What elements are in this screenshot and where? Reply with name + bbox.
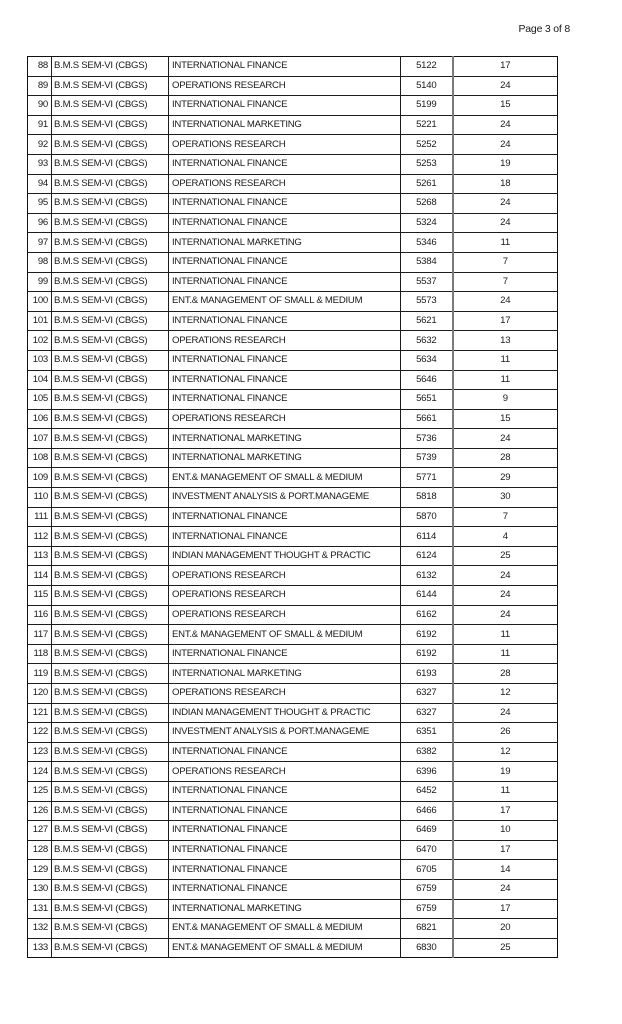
- serial-number-cell: 132: [28, 919, 52, 939]
- table-row: [28, 233, 558, 253]
- serial-number-cell: 97: [28, 233, 52, 253]
- serial-number-cell: 89: [28, 76, 52, 96]
- table-row: [28, 468, 558, 488]
- seat-number-cell: 5573: [401, 292, 453, 312]
- table-row: [28, 781, 558, 801]
- marks-cell: 24: [453, 194, 558, 214]
- seat-number-cell: 5771: [401, 468, 453, 488]
- table-row: [28, 174, 558, 194]
- class-cell: B.M.S SEM-VI (CBGS): [52, 76, 169, 96]
- results-table-body: [28, 57, 558, 958]
- subject-cell: ENT.& MANAGEMENT OF SMALL & MEDIUM: [169, 919, 401, 939]
- marks-cell: 24: [453, 135, 558, 155]
- class-cell: B.M.S SEM-VI (CBGS): [52, 488, 169, 508]
- class-cell: B.M.S SEM-VI (CBGS): [52, 252, 169, 272]
- serial-number-cell: 105: [28, 390, 52, 410]
- seat-number-cell: 6759: [401, 879, 453, 899]
- marks-cell: 9: [453, 390, 558, 410]
- seat-number-cell: 6470: [401, 840, 453, 860]
- seat-number-cell: 6192: [401, 625, 453, 645]
- marks-cell: 25: [453, 938, 558, 958]
- marks-cell: 10: [453, 821, 558, 841]
- serial-number-cell: 119: [28, 664, 52, 684]
- class-cell: B.M.S SEM-VI (CBGS): [52, 292, 169, 312]
- marks-cell: 7: [453, 507, 558, 527]
- class-cell: B.M.S SEM-VI (CBGS): [52, 762, 169, 782]
- seat-number-cell: 5261: [401, 174, 453, 194]
- class-cell: B.M.S SEM-VI (CBGS): [52, 684, 169, 704]
- serial-number-cell: 129: [28, 860, 52, 880]
- class-cell: B.M.S SEM-VI (CBGS): [52, 409, 169, 429]
- table-row: [28, 644, 558, 664]
- serial-number-cell: 110: [28, 488, 52, 508]
- subject-cell: ENT.& MANAGEMENT OF SMALL & MEDIUM: [169, 468, 401, 488]
- class-cell: B.M.S SEM-VI (CBGS): [52, 233, 169, 253]
- subject-cell: INTERNATIONAL FINANCE: [169, 194, 401, 214]
- seat-number-cell: 5140: [401, 76, 453, 96]
- class-cell: B.M.S SEM-VI (CBGS): [52, 566, 169, 586]
- table-row: [28, 840, 558, 860]
- marks-cell: 24: [453, 879, 558, 899]
- table-row: [28, 546, 558, 566]
- seat-number-cell: 6351: [401, 723, 453, 743]
- table-row: [28, 213, 558, 233]
- serial-number-cell: 113: [28, 546, 52, 566]
- seat-number-cell: 6192: [401, 644, 453, 664]
- marks-cell: 15: [453, 409, 558, 429]
- class-cell: B.M.S SEM-VI (CBGS): [52, 919, 169, 939]
- serial-number-cell: 95: [28, 194, 52, 214]
- seat-number-cell: 5384: [401, 252, 453, 272]
- marks-cell: 11: [453, 644, 558, 664]
- seat-number-cell: 6452: [401, 781, 453, 801]
- class-cell: B.M.S SEM-VI (CBGS): [52, 879, 169, 899]
- class-cell: B.M.S SEM-VI (CBGS): [52, 605, 169, 625]
- seat-number-cell: 6124: [401, 546, 453, 566]
- serial-number-cell: 92: [28, 135, 52, 155]
- seat-number-cell: 5736: [401, 429, 453, 449]
- class-cell: B.M.S SEM-VI (CBGS): [52, 174, 169, 194]
- table-row: [28, 703, 558, 723]
- serial-number-cell: 104: [28, 370, 52, 390]
- serial-number-cell: 91: [28, 115, 52, 135]
- class-cell: B.M.S SEM-VI (CBGS): [52, 938, 169, 958]
- serial-number-cell: 118: [28, 644, 52, 664]
- seat-number-cell: 6327: [401, 703, 453, 723]
- class-cell: B.M.S SEM-VI (CBGS): [52, 625, 169, 645]
- serial-number-cell: 103: [28, 350, 52, 370]
- seat-number-cell: 6821: [401, 919, 453, 939]
- marks-cell: 14: [453, 860, 558, 880]
- subject-cell: INTERNATIONAL FINANCE: [169, 57, 401, 77]
- table-row: [28, 331, 558, 351]
- table-row: [28, 292, 558, 312]
- serial-number-cell: 122: [28, 723, 52, 743]
- seat-number-cell: 5537: [401, 272, 453, 292]
- subject-cell: INTERNATIONAL FINANCE: [169, 213, 401, 233]
- subject-cell: INDIAN MANAGEMENT THOUGHT & PRACTIC: [169, 703, 401, 723]
- class-cell: B.M.S SEM-VI (CBGS): [52, 135, 169, 155]
- subject-cell: INTERNATIONAL FINANCE: [169, 350, 401, 370]
- marks-cell: 30: [453, 488, 558, 508]
- seat-number-cell: 5646: [401, 370, 453, 390]
- class-cell: B.M.S SEM-VI (CBGS): [52, 96, 169, 116]
- seat-number-cell: 5346: [401, 233, 453, 253]
- marks-cell: 17: [453, 840, 558, 860]
- table-row: [28, 252, 558, 272]
- table-row: [28, 527, 558, 547]
- serial-number-cell: 125: [28, 781, 52, 801]
- class-cell: B.M.S SEM-VI (CBGS): [52, 115, 169, 135]
- subject-cell: INTERNATIONAL MARKETING: [169, 664, 401, 684]
- table-row: [28, 507, 558, 527]
- subject-cell: INTERNATIONAL FINANCE: [169, 96, 401, 116]
- seat-number-cell: 6144: [401, 586, 453, 606]
- seat-number-cell: 5739: [401, 448, 453, 468]
- serial-number-cell: 127: [28, 821, 52, 841]
- subject-cell: INTERNATIONAL MARKETING: [169, 115, 401, 135]
- seat-number-cell: 5634: [401, 350, 453, 370]
- table-row: [28, 115, 558, 135]
- marks-cell: 15: [453, 96, 558, 116]
- serial-number-cell: 117: [28, 625, 52, 645]
- class-cell: B.M.S SEM-VI (CBGS): [52, 390, 169, 410]
- seat-number-cell: 5870: [401, 507, 453, 527]
- table-row: [28, 762, 558, 782]
- subject-cell: INTERNATIONAL MARKETING: [169, 429, 401, 449]
- seat-number-cell: 5632: [401, 331, 453, 351]
- serial-number-cell: 131: [28, 899, 52, 919]
- class-cell: B.M.S SEM-VI (CBGS): [52, 742, 169, 762]
- seat-number-cell: 6114: [401, 527, 453, 547]
- subject-cell: INTERNATIONAL FINANCE: [169, 527, 401, 547]
- subject-cell: OPERATIONS RESEARCH: [169, 76, 401, 96]
- marks-cell: 4: [453, 527, 558, 547]
- subject-cell: INTERNATIONAL FINANCE: [169, 154, 401, 174]
- seat-number-cell: 6466: [401, 801, 453, 821]
- marks-cell: 17: [453, 899, 558, 919]
- seat-number-cell: 6705: [401, 860, 453, 880]
- table-row: [28, 625, 558, 645]
- page-number: Page 3 of 8: [518, 23, 570, 35]
- marks-cell: 25: [453, 546, 558, 566]
- marks-cell: 24: [453, 115, 558, 135]
- class-cell: B.M.S SEM-VI (CBGS): [52, 586, 169, 606]
- table-row: [28, 899, 558, 919]
- subject-cell: OPERATIONS RESEARCH: [169, 762, 401, 782]
- seat-number-cell: 6759: [401, 899, 453, 919]
- marks-cell: 19: [453, 762, 558, 782]
- marks-cell: 24: [453, 566, 558, 586]
- seat-number-cell: 5268: [401, 194, 453, 214]
- subject-cell: OPERATIONS RESEARCH: [169, 135, 401, 155]
- marks-cell: 7: [453, 272, 558, 292]
- serial-number-cell: 115: [28, 586, 52, 606]
- table-row: [28, 801, 558, 821]
- class-cell: B.M.S SEM-VI (CBGS): [52, 507, 169, 527]
- class-cell: B.M.S SEM-VI (CBGS): [52, 781, 169, 801]
- serial-number-cell: 99: [28, 272, 52, 292]
- serial-number-cell: 116: [28, 605, 52, 625]
- subject-cell: INTERNATIONAL FINANCE: [169, 781, 401, 801]
- serial-number-cell: 108: [28, 448, 52, 468]
- class-cell: B.M.S SEM-VI (CBGS): [52, 194, 169, 214]
- subject-cell: INTERNATIONAL MARKETING: [169, 233, 401, 253]
- marks-cell: 17: [453, 311, 558, 331]
- seat-number-cell: 5253: [401, 154, 453, 174]
- marks-cell: 19: [453, 154, 558, 174]
- class-cell: B.M.S SEM-VI (CBGS): [52, 546, 169, 566]
- marks-cell: 28: [453, 448, 558, 468]
- serial-number-cell: 102: [28, 331, 52, 351]
- marks-cell: 24: [453, 605, 558, 625]
- subject-cell: INTERNATIONAL FINANCE: [169, 390, 401, 410]
- serial-number-cell: 98: [28, 252, 52, 272]
- serial-number-cell: 93: [28, 154, 52, 174]
- class-cell: B.M.S SEM-VI (CBGS): [52, 723, 169, 743]
- class-cell: B.M.S SEM-VI (CBGS): [52, 664, 169, 684]
- serial-number-cell: 123: [28, 742, 52, 762]
- serial-number-cell: 133: [28, 938, 52, 958]
- seat-number-cell: 5621: [401, 311, 453, 331]
- class-cell: B.M.S SEM-VI (CBGS): [52, 821, 169, 841]
- seat-number-cell: 6132: [401, 566, 453, 586]
- class-cell: B.M.S SEM-VI (CBGS): [52, 350, 169, 370]
- serial-number-cell: 120: [28, 684, 52, 704]
- seat-number-cell: 6396: [401, 762, 453, 782]
- table-row: [28, 605, 558, 625]
- subject-cell: ENT.& MANAGEMENT OF SMALL & MEDIUM: [169, 938, 401, 958]
- class-cell: B.M.S SEM-VI (CBGS): [52, 899, 169, 919]
- subject-cell: INTERNATIONAL FINANCE: [169, 252, 401, 272]
- serial-number-cell: 121: [28, 703, 52, 723]
- seat-number-cell: 5199: [401, 96, 453, 116]
- table-row: [28, 664, 558, 684]
- marks-cell: 11: [453, 625, 558, 645]
- serial-number-cell: 100: [28, 292, 52, 312]
- class-cell: B.M.S SEM-VI (CBGS): [52, 703, 169, 723]
- serial-number-cell: 96: [28, 213, 52, 233]
- table-row: [28, 409, 558, 429]
- subject-cell: INTERNATIONAL FINANCE: [169, 821, 401, 841]
- marks-cell: 20: [453, 919, 558, 939]
- table-row: [28, 488, 558, 508]
- class-cell: B.M.S SEM-VI (CBGS): [52, 331, 169, 351]
- table-row: [28, 350, 558, 370]
- serial-number-cell: 109: [28, 468, 52, 488]
- seat-number-cell: 5122: [401, 57, 453, 77]
- marks-cell: 13: [453, 331, 558, 351]
- subject-cell: INTERNATIONAL MARKETING: [169, 899, 401, 919]
- marks-cell: 26: [453, 723, 558, 743]
- marks-cell: 24: [453, 292, 558, 312]
- marks-cell: 24: [453, 213, 558, 233]
- marks-cell: 12: [453, 742, 558, 762]
- subject-cell: INTERNATIONAL FINANCE: [169, 507, 401, 527]
- table-row: [28, 879, 558, 899]
- class-cell: B.M.S SEM-VI (CBGS): [52, 311, 169, 331]
- results-table: [27, 56, 558, 958]
- subject-cell: INTERNATIONAL FINANCE: [169, 860, 401, 880]
- subject-cell: OPERATIONS RESEARCH: [169, 331, 401, 351]
- serial-number-cell: 107: [28, 429, 52, 449]
- seat-number-cell: 5818: [401, 488, 453, 508]
- table-row: [28, 370, 558, 390]
- table-row: [28, 76, 558, 96]
- seat-number-cell: 5661: [401, 409, 453, 429]
- subject-cell: INTERNATIONAL FINANCE: [169, 272, 401, 292]
- table-row: [28, 390, 558, 410]
- subject-cell: INTERNATIONAL FINANCE: [169, 370, 401, 390]
- marks-cell: 17: [453, 57, 558, 77]
- table-row: [28, 96, 558, 116]
- marks-cell: 24: [453, 703, 558, 723]
- table-row: [28, 938, 558, 958]
- class-cell: B.M.S SEM-VI (CBGS): [52, 448, 169, 468]
- seat-number-cell: 6830: [401, 938, 453, 958]
- serial-number-cell: 101: [28, 311, 52, 331]
- class-cell: B.M.S SEM-VI (CBGS): [52, 213, 169, 233]
- serial-number-cell: 88: [28, 57, 52, 77]
- table-row: [28, 448, 558, 468]
- subject-cell: ENT.& MANAGEMENT OF SMALL & MEDIUM: [169, 625, 401, 645]
- marks-cell: 7: [453, 252, 558, 272]
- seat-number-cell: 6193: [401, 664, 453, 684]
- seat-number-cell: 6162: [401, 605, 453, 625]
- marks-cell: 11: [453, 370, 558, 390]
- serial-number-cell: 111: [28, 507, 52, 527]
- class-cell: B.M.S SEM-VI (CBGS): [52, 840, 169, 860]
- subject-cell: INTERNATIONAL MARKETING: [169, 448, 401, 468]
- seat-number-cell: 6469: [401, 821, 453, 841]
- seat-number-cell: 5651: [401, 390, 453, 410]
- class-cell: B.M.S SEM-VI (CBGS): [52, 272, 169, 292]
- serial-number-cell: 94: [28, 174, 52, 194]
- subject-cell: INDIAN MANAGEMENT THOUGHT & PRACTIC: [169, 546, 401, 566]
- table-row: [28, 57, 558, 77]
- seat-number-cell: 6327: [401, 684, 453, 704]
- class-cell: B.M.S SEM-VI (CBGS): [52, 429, 169, 449]
- marks-cell: 28: [453, 664, 558, 684]
- subject-cell: OPERATIONS RESEARCH: [169, 174, 401, 194]
- class-cell: B.M.S SEM-VI (CBGS): [52, 860, 169, 880]
- class-cell: B.M.S SEM-VI (CBGS): [52, 468, 169, 488]
- table-row: [28, 821, 558, 841]
- serial-number-cell: 126: [28, 801, 52, 821]
- class-cell: B.M.S SEM-VI (CBGS): [52, 527, 169, 547]
- marks-cell: 24: [453, 586, 558, 606]
- subject-cell: INTERNATIONAL FINANCE: [169, 644, 401, 664]
- class-cell: B.M.S SEM-VI (CBGS): [52, 370, 169, 390]
- seat-number-cell: 6382: [401, 742, 453, 762]
- seat-number-cell: 5252: [401, 135, 453, 155]
- subject-cell: INTERNATIONAL FINANCE: [169, 801, 401, 821]
- table-row: [28, 311, 558, 331]
- table-row: [28, 566, 558, 586]
- subject-cell: OPERATIONS RESEARCH: [169, 409, 401, 429]
- marks-cell: 17: [453, 801, 558, 821]
- subject-cell: INTERNATIONAL FINANCE: [169, 311, 401, 331]
- table-row: [28, 860, 558, 880]
- marks-cell: 11: [453, 233, 558, 253]
- table-row: [28, 723, 558, 743]
- table-row: [28, 429, 558, 449]
- serial-number-cell: 106: [28, 409, 52, 429]
- serial-number-cell: 114: [28, 566, 52, 586]
- marks-cell: 24: [453, 429, 558, 449]
- subject-cell: INVESTMENT ANALYSIS & PORT.MANAGEME: [169, 723, 401, 743]
- seat-number-cell: 5324: [401, 213, 453, 233]
- marks-cell: 29: [453, 468, 558, 488]
- table-row: [28, 272, 558, 292]
- subject-cell: OPERATIONS RESEARCH: [169, 586, 401, 606]
- subject-cell: INTERNATIONAL FINANCE: [169, 840, 401, 860]
- subject-cell: INTERNATIONAL FINANCE: [169, 742, 401, 762]
- subject-cell: OPERATIONS RESEARCH: [169, 684, 401, 704]
- marks-cell: 11: [453, 781, 558, 801]
- table-row: [28, 154, 558, 174]
- table-row: [28, 586, 558, 606]
- subject-cell: OPERATIONS RESEARCH: [169, 605, 401, 625]
- serial-number-cell: 124: [28, 762, 52, 782]
- seat-number-cell: 5221: [401, 115, 453, 135]
- table-row: [28, 684, 558, 704]
- table-row: [28, 194, 558, 214]
- subject-cell: OPERATIONS RESEARCH: [169, 566, 401, 586]
- class-cell: B.M.S SEM-VI (CBGS): [52, 644, 169, 664]
- class-cell: B.M.S SEM-VI (CBGS): [52, 57, 169, 77]
- serial-number-cell: 128: [28, 840, 52, 860]
- subject-cell: ENT.& MANAGEMENT OF SMALL & MEDIUM: [169, 292, 401, 312]
- marks-cell: 12: [453, 684, 558, 704]
- subject-cell: INTERNATIONAL FINANCE: [169, 879, 401, 899]
- serial-number-cell: 112: [28, 527, 52, 547]
- serial-number-cell: 130: [28, 879, 52, 899]
- marks-cell: 24: [453, 76, 558, 96]
- table-row: [28, 919, 558, 939]
- class-cell: B.M.S SEM-VI (CBGS): [52, 154, 169, 174]
- serial-number-cell: 90: [28, 96, 52, 116]
- table-row: [28, 135, 558, 155]
- class-cell: B.M.S SEM-VI (CBGS): [52, 801, 169, 821]
- table-row: [28, 742, 558, 762]
- marks-cell: 11: [453, 350, 558, 370]
- subject-cell: INVESTMENT ANALYSIS & PORT.MANAGEME: [169, 488, 401, 508]
- marks-cell: 18: [453, 174, 558, 194]
